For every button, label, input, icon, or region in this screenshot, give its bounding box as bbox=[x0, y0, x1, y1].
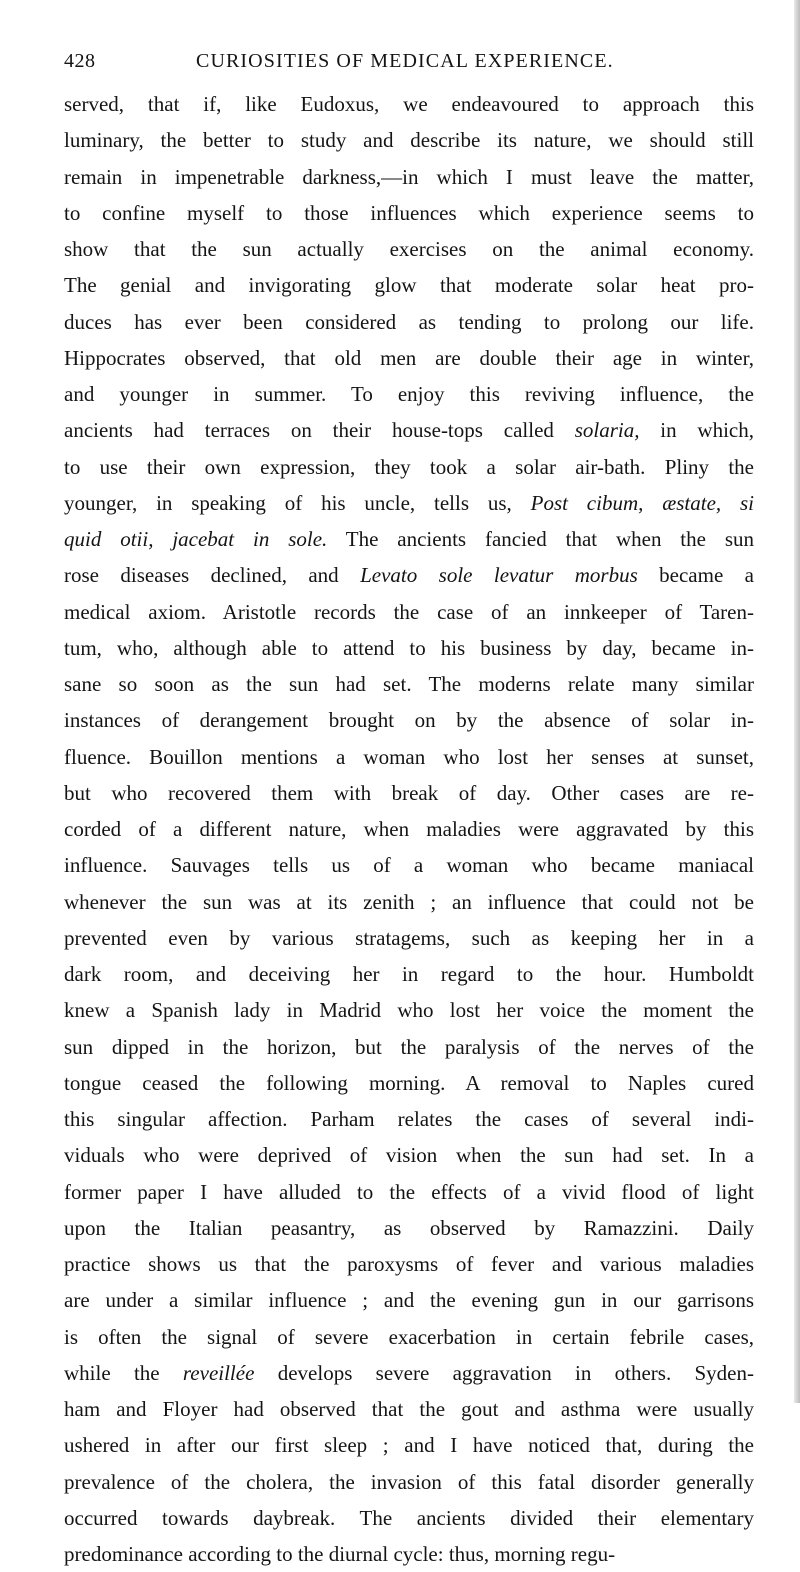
text-run: ushered in after our first sleep ; and I have noticed that, during the bbox=[64, 1433, 754, 1458]
text-run: ham and Floyer had observed that the gout and asthma were usually bbox=[64, 1397, 754, 1421]
text-run: served, that if, like Eudoxus, we endeavoured to approach this bbox=[64, 92, 754, 116]
running-head: CURIOSITIES OF MEDICAL EXPERIENCE. bbox=[196, 50, 614, 72]
text-run: instances of derangement brought on by the absence of solar in- bbox=[64, 708, 754, 733]
text-run: duces has ever been considered as tending to prolong our life. bbox=[64, 309, 754, 334]
italic-phrase: quid otii, jacebat in sole. bbox=[64, 527, 328, 551]
text-run: and younger in summer. To enjoy this reviving influence, the bbox=[64, 382, 754, 406]
text-line bbox=[64, 1391, 754, 1427]
text-run: are under a similar influence ; and the evening gun in our garrisons bbox=[64, 1288, 754, 1313]
italic-phrase: Post cibum, æstate, si bbox=[530, 490, 754, 515]
text-line bbox=[64, 775, 754, 811]
text-run: prevalence of the cholera, the invasion of this fatal disorder generally bbox=[64, 1469, 754, 1494]
text-line bbox=[64, 195, 754, 231]
text-line bbox=[64, 1355, 754, 1391]
text-line bbox=[64, 1137, 754, 1173]
page-header bbox=[64, 50, 754, 80]
text-run: occurred towards daybreak. The ancients divided their elementary bbox=[64, 1505, 754, 1530]
text-line bbox=[64, 1210, 754, 1246]
italic-phrase: solaria, bbox=[574, 418, 640, 443]
text-run: influence. Sauvages tells us of a woman who became maniacal bbox=[64, 853, 754, 878]
text-line bbox=[64, 376, 754, 412]
text-line bbox=[64, 304, 754, 340]
italic-phrase: reveillée bbox=[182, 1360, 255, 1385]
text-line bbox=[64, 992, 754, 1028]
text-run: remain in impenetrable darkness,—in which I must leave the matter, bbox=[64, 164, 754, 189]
text-line bbox=[64, 920, 754, 956]
italic-phrase: Levato sole levatur morbus bbox=[360, 563, 638, 588]
text-run: younger, in speaking of his uncle, tells us, bbox=[64, 490, 531, 515]
text-run: practice shows us that the paroxysms of fever and various maladies bbox=[64, 1252, 754, 1276]
text-run: became a bbox=[637, 563, 754, 588]
text-line bbox=[64, 1065, 754, 1101]
text-line bbox=[64, 485, 754, 521]
text-run: is often the signal of severe exacerbation in certain febrile cases, bbox=[64, 1324, 754, 1349]
text-line bbox=[64, 1536, 754, 1572]
text-line bbox=[64, 702, 754, 738]
text-run: viduals who were deprived of vision when the sun had set. In a bbox=[64, 1143, 754, 1168]
text-line bbox=[64, 594, 754, 630]
text-line bbox=[64, 666, 754, 702]
text-run: tongue ceased the following morning. A removal to Naples cured bbox=[64, 1070, 754, 1095]
text-run: to use their own expression, they took a solar air-bath. Pliny the bbox=[64, 454, 754, 479]
text-run: develops severe aggravation in others. Syden- bbox=[254, 1360, 754, 1385]
text-run: dark room, and deceiving her in regard to the hour. Humboldt bbox=[64, 962, 754, 986]
text-line bbox=[64, 231, 754, 267]
text-run: but who recovered them with break of day. Other cases are re- bbox=[64, 780, 754, 805]
text-run: knew a Spanish lady in Madrid who lost her voice the moment the bbox=[64, 998, 754, 1023]
text-line bbox=[64, 1427, 754, 1463]
text-line bbox=[64, 122, 754, 158]
text-run: luminary, the better to study and describe its nature, we should still bbox=[64, 128, 754, 153]
body-text bbox=[64, 86, 754, 1572]
text-line bbox=[64, 630, 754, 666]
text-line bbox=[64, 412, 754, 448]
text-run: medical axiom. Aristotle records the case of an innkeeper of Taren- bbox=[64, 599, 754, 624]
text-run: to confine myself to those influences which experience seems to bbox=[64, 200, 754, 225]
text-line bbox=[64, 521, 754, 557]
text-run: in which, bbox=[639, 418, 754, 443]
text-line bbox=[64, 884, 754, 920]
text-run: while the bbox=[64, 1360, 183, 1385]
text-run: tum, who, although able to attend to his business by day, became in- bbox=[64, 635, 754, 660]
text-run: sun dipped in the horizon, but the paralysis of the nerves of the bbox=[64, 1034, 754, 1059]
text-line bbox=[64, 847, 754, 883]
text-run: Hippocrates observed, that old men are double their age in winter, bbox=[64, 345, 754, 370]
page-number: 428 bbox=[64, 50, 96, 72]
text-run: this singular affection. Parham relates the cases of several indi- bbox=[64, 1107, 754, 1131]
text-line bbox=[64, 811, 754, 847]
text-line bbox=[64, 557, 754, 593]
text-line bbox=[64, 1282, 754, 1318]
text-line bbox=[64, 1101, 754, 1137]
text-run: whenever the sun was at its zenith ; an influence that could not be bbox=[64, 889, 754, 914]
text-line bbox=[64, 159, 754, 195]
text-run: sane so soon as the sun had set. The moderns relate many similar bbox=[64, 672, 754, 696]
text-run: The genial and invigorating glow that moderate solar heat pro- bbox=[64, 273, 754, 298]
text-line bbox=[64, 1174, 754, 1210]
text-run: upon the Italian peasantry, as observed by Ramazzini. Daily bbox=[64, 1215, 754, 1240]
text-line bbox=[64, 1029, 754, 1065]
text-run: prevented even by various stratagems, such as keeping her in a bbox=[64, 925, 754, 950]
text-line bbox=[64, 449, 754, 485]
page-edge-shadow bbox=[794, 0, 800, 1403]
text-line bbox=[64, 1246, 754, 1282]
text-line bbox=[64, 267, 754, 303]
text-run: ancients had terraces on their house-tops called bbox=[64, 418, 575, 443]
text-line bbox=[64, 1319, 754, 1355]
text-run: former paper I have alluded to the effects of a vivid flood of light bbox=[64, 1179, 754, 1204]
text-line bbox=[64, 86, 754, 122]
text-run: show that the sun actually exercises on the animal economy. bbox=[64, 237, 754, 261]
text-run: The ancients fancied that when the sun bbox=[327, 527, 755, 551]
text-run: corded of a different nature, when maladies were aggravated by this bbox=[64, 817, 754, 841]
text-line bbox=[64, 1464, 754, 1500]
text-line bbox=[64, 956, 754, 992]
text-line bbox=[64, 340, 754, 376]
text-line bbox=[64, 739, 754, 775]
text-line bbox=[64, 1500, 754, 1536]
text-run: rose diseases declined, and bbox=[64, 563, 361, 588]
text-run: fluence. Bouillon mentions a woman who lost her senses at sunset, bbox=[64, 744, 754, 769]
text-run: predominance according to the diurnal cycle: thus, morning regu- bbox=[64, 1542, 616, 1566]
